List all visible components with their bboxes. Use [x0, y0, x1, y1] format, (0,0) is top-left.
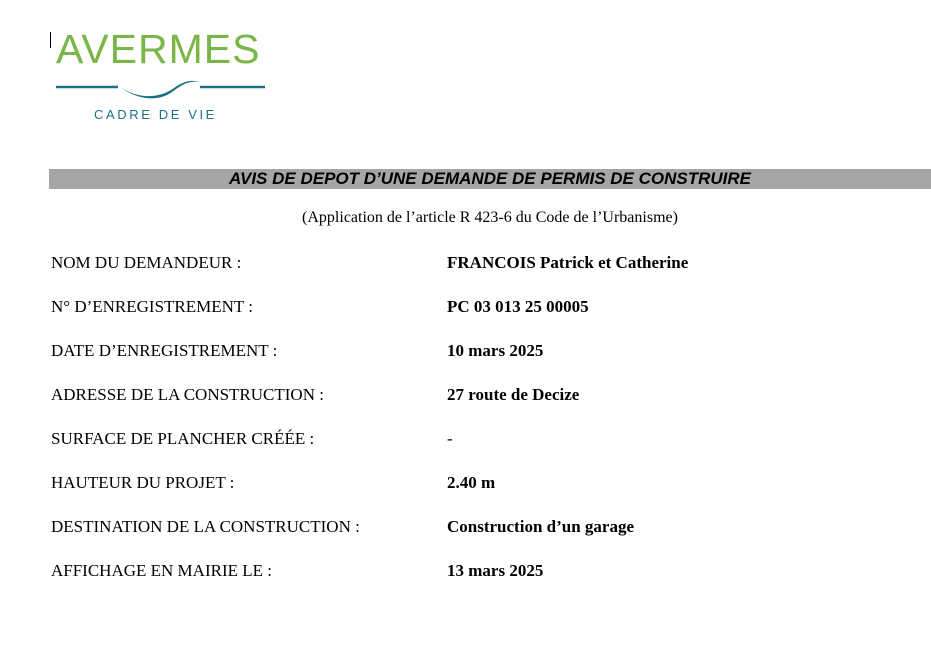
field-value: 10 mars 2025 — [447, 341, 544, 360]
field-value: Construction d’un garage — [447, 517, 635, 536]
field-row-destination — [51, 516, 911, 538]
field-row-applicant — [51, 252, 911, 274]
field-label: HAUTEUR DU PROJET : — [51, 473, 235, 492]
field-row-floor-area — [51, 428, 911, 450]
field-row-posting-date — [51, 560, 911, 582]
field-row-height — [51, 472, 911, 494]
field-label: SURFACE DE PLANCHER CRÉÉE : — [51, 429, 315, 448]
field-label: NOM DU DEMANDEUR : — [51, 253, 242, 272]
field-value: 27 route de Decize — [447, 385, 580, 404]
field-label: DATE D’ENREGISTREMENT : — [51, 341, 278, 360]
field-row-registration-number — [51, 296, 911, 318]
field-value: 2.40 m — [447, 473, 496, 492]
field-row-address — [51, 384, 911, 406]
logo-wave-icon — [50, 74, 270, 104]
field-value: - — [447, 429, 453, 448]
field-value: FRANCOIS Patrick et Catherine — [447, 253, 689, 272]
field-value: 13 mars 2025 — [447, 561, 544, 580]
avermes-logo — [50, 26, 280, 126]
field-label: AFFICHAGE EN MAIRIE LE : — [51, 561, 272, 580]
field-row-registration-date — [51, 340, 911, 362]
field-label: DESTINATION DE LA CONSTRUCTION : — [51, 517, 360, 536]
field-label: N° D’ENREGISTREMENT : — [51, 297, 253, 316]
logo-wordmark: AVERMES — [56, 26, 261, 72]
field-label: ADRESSE DE LA CONSTRUCTION : — [51, 385, 324, 404]
notice-title: AVIS DE DEPOT D’UNE DEMANDE DE PERMIS DE CONSTRUIRE — [49, 169, 931, 189]
field-value: PC 03 013 25 00005 — [447, 297, 589, 316]
notice-subtitle: (Application de l’article R 423-6 du Code de l’Urbanisme) — [302, 209, 678, 226]
logo-tagline: CADRE DE VIE — [94, 107, 217, 122]
